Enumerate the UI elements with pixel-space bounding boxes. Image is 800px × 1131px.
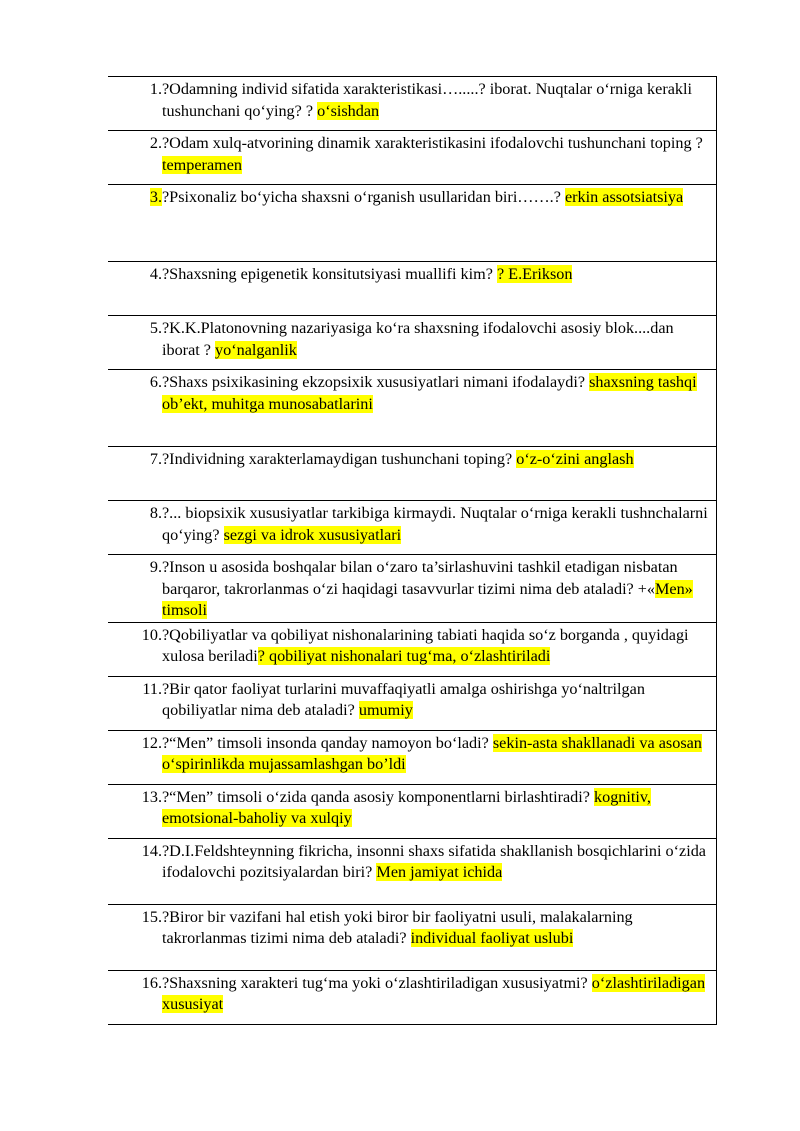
question-prompt: ?Odamning individ sifatida xarakteristikasi….....? iborat. Nuqtalar o‘rniga kerakli tushunchani qo‘ying? ?	[162, 80, 692, 120]
question-number: 13.	[141, 787, 162, 806]
question-prompt: ?... biopsixik xususiyatlar tarkibiga kirmaydi. Nuqtalar o‘rniga kerakli tushnchalarni qo‘ying?	[162, 504, 708, 544]
table-cell	[108, 676, 717, 730]
table-row	[108, 970, 717, 1024]
question-prompt: ?Inson u asosida boshqalar bilan o‘zaro ta’sirlashuvini tashkil etadigan nisbatan barqaror, takrorlanmas o‘zi haqidagi tasavvurlar tizimi nima deb ataladi? +«	[162, 558, 678, 598]
table-cell	[108, 838, 717, 904]
question-number: 14.	[141, 841, 162, 860]
question-text	[162, 187, 712, 209]
question-text	[162, 841, 712, 884]
question-prompt: ?Shaxsning epigenetik konsitutsiyasi muallifi kim?	[162, 265, 497, 283]
question-text	[162, 449, 712, 471]
highlighted-answer: Men» timsoli	[162, 579, 693, 619]
question-text	[162, 79, 712, 122]
question-prompt: ?D.I.Feldshteynning fikricha, insonni shaxs sifatida shakllanish bosqichlarini o‘zida ifodalovchi pozitsiyalardan biri?	[162, 841, 706, 881]
question-text	[162, 973, 712, 1016]
highlighted-answer: yo‘nalganlik	[215, 340, 297, 359]
question-prompt: ?Bir qator faoliyat turlarini muvaffaqiyatli amalga oshirishga yo‘naltrilgan qobiliyatlar nima deb ataladi?	[162, 679, 645, 719]
table-row	[108, 185, 717, 262]
question-text	[162, 557, 712, 622]
question-number: 10.	[141, 625, 162, 644]
question-prompt: ?“Men” timsoli o‘zida qanda asosiy komponentlarni birlashtiradi?	[162, 787, 594, 806]
question-number: 12.	[141, 733, 162, 752]
highlighted-answer: erkin assotsiatsiya	[564, 188, 684, 206]
highlighted-answer: sekin-asta shakllanadi va asosan o‘spirinlikda mujassamlashgan bo’ldi	[162, 733, 702, 773]
highlighted-answer: sezgi va idrok xususiyatlari	[223, 525, 402, 544]
table-row	[108, 447, 717, 501]
table-row	[108, 555, 717, 623]
table-cell	[108, 131, 717, 185]
question-text	[162, 907, 712, 950]
table-cell	[108, 784, 717, 838]
question-prompt: ?Shaxsning xarakteri tug‘ma yoki o‘zlashtiriladigan xususiyatmi?	[162, 973, 592, 992]
question-prompt: ?Odam xulq-atvorining dinamik xarakteristikasini ifodalovchi tushunchani toping ?	[162, 134, 703, 152]
table-cell	[108, 730, 717, 784]
question-number: 1.	[149, 80, 162, 98]
question-text	[162, 733, 712, 776]
table-row	[108, 262, 717, 316]
highlighted-answer: individual faoliyat uslubi	[410, 929, 574, 947]
question-text	[162, 679, 712, 722]
highlighted-answer: ? qobiliyat nishonalari tug‘ma, o‘zlashtiriladi	[257, 647, 551, 665]
question-number: 8.	[149, 504, 162, 522]
table-row	[108, 730, 717, 784]
question-text	[162, 625, 712, 668]
question-number: 7.	[149, 450, 162, 468]
question-prompt: ?Individning xarakterlamaydigan tushunchani toping?	[162, 450, 517, 468]
question-prompt: ?Psixonaliz bo‘yicha shaxsni o‘rganish usullaridan biri…….?	[162, 188, 565, 206]
table-row	[108, 622, 717, 676]
highlighted-answer: o‘sishdan	[317, 101, 380, 120]
highlighted-answer: kognitiv, emotsional-baholiy va xulqiy	[162, 787, 651, 827]
table-cell	[108, 970, 717, 1024]
highlighted-answer: o‘zlashtiriladigan xususiyat	[162, 973, 706, 1013]
question-prompt: ?Shaxs psixikasining ekzopsixik xususiyatlari nimani ifodalaydi?	[162, 373, 590, 391]
question-number: 15.	[141, 907, 162, 926]
question-number: 5.	[149, 319, 162, 337]
table-cell	[108, 185, 717, 262]
table-cell	[108, 370, 717, 447]
question-prompt: ?Qobiliyatlar va qobiliyat nishonalarining tabiati haqida so‘z borganda , quyidagi xulosa beriladi	[162, 625, 689, 665]
table-cell	[108, 501, 717, 555]
table-cell	[108, 622, 717, 676]
table-cell	[108, 904, 717, 970]
highlighted-answer: shaxsning tashqi ob’ekt, muhitga munosabatlarini	[162, 373, 697, 413]
table-row	[108, 784, 717, 838]
table-cell	[108, 316, 717, 370]
table-cell	[108, 262, 717, 316]
table-row	[108, 316, 717, 370]
question-number: 16.	[141, 973, 162, 992]
question-number: 9.	[149, 558, 162, 576]
question-number: 4.	[149, 265, 162, 283]
table-row	[108, 131, 717, 185]
question-text	[162, 318, 712, 361]
question-text	[162, 133, 712, 176]
highlighted-answer: umumiy	[358, 701, 413, 719]
question-text	[162, 503, 712, 546]
table-row	[108, 77, 717, 131]
table-cell	[108, 77, 717, 131]
question-text	[162, 264, 712, 286]
table-row	[108, 904, 717, 970]
question-number: 2.	[149, 134, 162, 152]
question-number: 3.	[149, 188, 162, 206]
table-cell	[108, 447, 717, 501]
questions-table	[108, 76, 717, 1025]
table-row	[108, 676, 717, 730]
question-number: 6.	[149, 373, 162, 391]
highlighted-answer: o‘z-o‘zini anglash	[516, 450, 634, 468]
highlighted-answer: Men jamiyat ichida	[376, 863, 503, 881]
question-prompt: ?K.K.Platonovning nazariyasiga ko‘ra shaxsning ifodalovchi asosiy blok....dan iborat ?	[162, 319, 674, 359]
table-row	[108, 501, 717, 555]
question-number: 11.	[142, 679, 162, 698]
question-text	[162, 787, 712, 830]
question-prompt: ?Biror bir vazifani hal etish yoki biror bir faoliyatni usuli, malakalarning takrorlanmas tizimi nima deb ataladi?	[162, 907, 633, 947]
table-row	[108, 370, 717, 447]
highlighted-answer: temperamen	[162, 155, 242, 174]
question-prompt: ?“Men” timsoli insonda qanday namoyon bo‘ladi?	[162, 733, 493, 752]
table-row	[108, 838, 717, 904]
question-text	[162, 372, 712, 415]
table-cell	[108, 555, 717, 623]
highlighted-answer: ? E.Erikson	[496, 265, 573, 283]
